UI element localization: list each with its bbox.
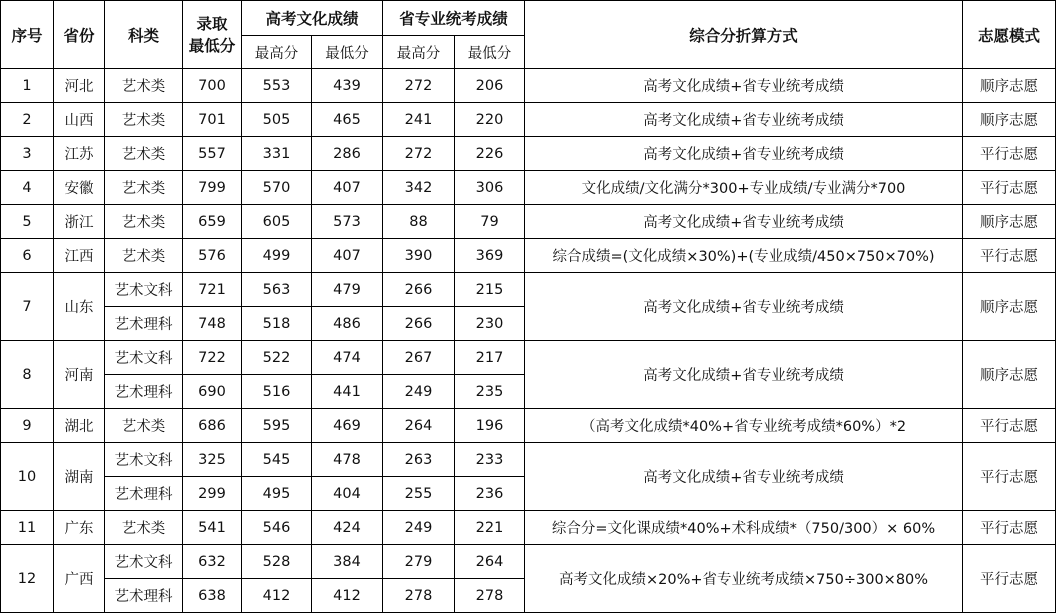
cell-category: 艺术文科 (105, 545, 183, 579)
cell-seq: 12 (1, 545, 54, 613)
cell-province: 山东 (54, 273, 105, 341)
table-row (1, 341, 1056, 375)
cell-formula: 综合成绩=(文化成绩×30%)+(专业成绩/450×750×70%) (525, 239, 963, 273)
cell-gaokao-min: 486 (312, 307, 383, 341)
cell-gaokao-max: 412 (242, 579, 312, 613)
cell-admit-min: 325 (183, 443, 242, 477)
cell-provincial-max: 263 (383, 443, 455, 477)
header-gaokao-min: 最低分 (312, 36, 383, 69)
cell-seq: 1 (1, 69, 54, 103)
cell-gaokao-min: 465 (312, 103, 383, 137)
cell-gaokao-min: 384 (312, 545, 383, 579)
cell-admit-min: 700 (183, 69, 242, 103)
cell-seq: 2 (1, 103, 54, 137)
cell-provincial-min: 369 (455, 239, 525, 273)
table-row (1, 409, 1056, 443)
cell-gaokao-min: 404 (312, 477, 383, 511)
cell-provincial-max: 390 (383, 239, 455, 273)
cell-gaokao-min: 469 (312, 409, 383, 443)
cell-provincial-max: 255 (383, 477, 455, 511)
cell-gaokao-max: 528 (242, 545, 312, 579)
header-seq: 序号 (1, 1, 54, 69)
cell-province: 广西 (54, 545, 105, 613)
cell-gaokao-max: 505 (242, 103, 312, 137)
cell-provincial-max: 278 (383, 579, 455, 613)
table-row (1, 205, 1056, 239)
cell-mode: 顺序志愿 (963, 205, 1056, 239)
cell-provincial-min: 221 (455, 511, 525, 545)
cell-seq: 10 (1, 443, 54, 511)
table-header (1, 1, 1056, 69)
table-row (1, 443, 1056, 477)
cell-category: 艺术理科 (105, 375, 183, 409)
cell-category: 艺术类 (105, 409, 183, 443)
header-provincial-min: 最低分 (455, 36, 525, 69)
cell-mode: 顺序志愿 (963, 273, 1056, 341)
cell-provincial-min: 233 (455, 443, 525, 477)
cell-gaokao-max: 595 (242, 409, 312, 443)
cell-admit-min: 748 (183, 307, 242, 341)
cell-category: 艺术类 (105, 171, 183, 205)
table-row (1, 511, 1056, 545)
cell-mode: 平行志愿 (963, 409, 1056, 443)
cell-admit-min: 576 (183, 239, 242, 273)
cell-gaokao-min: 424 (312, 511, 383, 545)
header-gaokao-max: 最高分 (242, 36, 312, 69)
cell-provincial-max: 264 (383, 409, 455, 443)
cell-provincial-max: 88 (383, 205, 455, 239)
cell-provincial-max: 249 (383, 511, 455, 545)
header-province: 省份 (54, 1, 105, 69)
cell-provincial-min: 206 (455, 69, 525, 103)
header-provincial-max: 最高分 (383, 36, 455, 69)
cell-category: 艺术类 (105, 103, 183, 137)
cell-provincial-max: 266 (383, 307, 455, 341)
cell-admit-min: 722 (183, 341, 242, 375)
cell-admit-min: 541 (183, 511, 242, 545)
cell-provincial-min: 220 (455, 103, 525, 137)
table-row (1, 69, 1056, 103)
cell-gaokao-min: 474 (312, 341, 383, 375)
cell-admit-min: 686 (183, 409, 242, 443)
cell-provincial-min: 226 (455, 137, 525, 171)
cell-mode: 平行志愿 (963, 511, 1056, 545)
cell-category: 艺术文科 (105, 443, 183, 477)
cell-formula: 高考文化成绩+省专业统考成绩 (525, 443, 963, 511)
header-admission-line1: 录取 (196, 14, 228, 33)
cell-gaokao-min: 441 (312, 375, 383, 409)
header-category: 科类 (105, 1, 183, 69)
cell-provincial-max: 272 (383, 69, 455, 103)
cell-formula: 高考文化成绩+省专业统考成绩 (525, 205, 963, 239)
cell-admit-min: 690 (183, 375, 242, 409)
cell-province: 江西 (54, 239, 105, 273)
table-row (1, 171, 1056, 205)
header-provincial-score: 省专业统考成绩 (383, 1, 525, 36)
cell-seq: 4 (1, 171, 54, 205)
cell-provincial-min: 236 (455, 477, 525, 511)
cell-gaokao-min: 412 (312, 579, 383, 613)
cell-province: 河北 (54, 69, 105, 103)
table-body (1, 69, 1056, 613)
cell-mode: 平行志愿 (963, 137, 1056, 171)
header-admission-line2: 最低分 (188, 36, 236, 55)
cell-category: 艺术理科 (105, 477, 183, 511)
cell-formula: （高考文化成绩*40%+省专业统考成绩*60%）*2 (525, 409, 963, 443)
cell-gaokao-min: 479 (312, 273, 383, 307)
cell-gaokao-max: 495 (242, 477, 312, 511)
cell-provincial-max: 279 (383, 545, 455, 579)
cell-admit-min: 659 (183, 205, 242, 239)
cell-gaokao-max: 563 (242, 273, 312, 307)
table-row (1, 137, 1056, 171)
cell-seq: 3 (1, 137, 54, 171)
cell-admit-min: 721 (183, 273, 242, 307)
cell-gaokao-max: 553 (242, 69, 312, 103)
cell-provincial-max: 241 (383, 103, 455, 137)
cell-admit-min: 299 (183, 477, 242, 511)
cell-gaokao-max: 518 (242, 307, 312, 341)
cell-admit-min: 557 (183, 137, 242, 171)
cell-formula: 高考文化成绩+省专业统考成绩 (525, 341, 963, 409)
cell-category: 艺术类 (105, 511, 183, 545)
cell-seq: 11 (1, 511, 54, 545)
cell-provincial-min: 230 (455, 307, 525, 341)
cell-admit-min: 632 (183, 545, 242, 579)
cell-provincial-min: 306 (455, 171, 525, 205)
cell-gaokao-min: 439 (312, 69, 383, 103)
cell-gaokao-min: 573 (312, 205, 383, 239)
cell-provincial-min: 278 (455, 579, 525, 613)
cell-admit-min: 701 (183, 103, 242, 137)
cell-category: 艺术文科 (105, 341, 183, 375)
table-row (1, 545, 1056, 579)
table-row (1, 103, 1056, 137)
cell-provincial-max: 272 (383, 137, 455, 171)
cell-gaokao-max: 605 (242, 205, 312, 239)
cell-gaokao-max: 331 (242, 137, 312, 171)
cell-provincial-min: 264 (455, 545, 525, 579)
cell-mode: 顺序志愿 (963, 341, 1056, 409)
cell-gaokao-max: 570 (242, 171, 312, 205)
header-formula: 综合分折算方式 (525, 1, 963, 69)
cell-seq: 6 (1, 239, 54, 273)
cell-provincial-max: 342 (383, 171, 455, 205)
cell-gaokao-min: 478 (312, 443, 383, 477)
table-row (1, 239, 1056, 273)
cell-formula: 高考文化成绩+省专业统考成绩 (525, 137, 963, 171)
cell-gaokao-max: 516 (242, 375, 312, 409)
cell-gaokao-max: 545 (242, 443, 312, 477)
cell-category: 艺术类 (105, 69, 183, 103)
cell-province: 浙江 (54, 205, 105, 239)
cell-province: 安徽 (54, 171, 105, 205)
cell-category: 艺术类 (105, 137, 183, 171)
cell-mode: 平行志愿 (963, 239, 1056, 273)
cell-gaokao-max: 522 (242, 341, 312, 375)
cell-province: 湖南 (54, 443, 105, 511)
cell-seq: 9 (1, 409, 54, 443)
cell-province: 江苏 (54, 137, 105, 171)
cell-mode: 平行志愿 (963, 545, 1056, 613)
cell-seq: 7 (1, 273, 54, 341)
cell-mode: 顺序志愿 (963, 103, 1056, 137)
cell-admit-min: 638 (183, 579, 242, 613)
header-gaokao-score: 高考文化成绩 (242, 1, 383, 36)
cell-formula: 高考文化成绩+省专业统考成绩 (525, 103, 963, 137)
cell-provincial-max: 266 (383, 273, 455, 307)
cell-formula: 综合分=文化课成绩*40%+术科成绩*（750/300）× 60% (525, 511, 963, 545)
cell-province: 河南 (54, 341, 105, 409)
cell-provincial-max: 267 (383, 341, 455, 375)
cell-provincial-min: 235 (455, 375, 525, 409)
cell-province: 湖北 (54, 409, 105, 443)
cell-province: 广东 (54, 511, 105, 545)
cell-formula: 高考文化成绩+省专业统考成绩 (525, 273, 963, 341)
table-row (1, 273, 1056, 307)
cell-mode: 平行志愿 (963, 443, 1056, 511)
cell-category: 艺术类 (105, 239, 183, 273)
cell-formula: 文化成绩/文化满分*300+专业成绩/专业满分*700 (525, 171, 963, 205)
cell-category: 艺术理科 (105, 579, 183, 613)
cell-gaokao-min: 286 (312, 137, 383, 171)
cell-provincial-min: 217 (455, 341, 525, 375)
cell-gaokao-min: 407 (312, 171, 383, 205)
header-mode: 志愿模式 (963, 1, 1056, 69)
cell-province: 山西 (54, 103, 105, 137)
cell-category: 艺术理科 (105, 307, 183, 341)
cell-formula: 高考文化成绩+省专业统考成绩 (525, 69, 963, 103)
cell-provincial-min: 196 (455, 409, 525, 443)
cell-category: 艺术类 (105, 205, 183, 239)
cell-admit-min: 799 (183, 171, 242, 205)
cell-gaokao-max: 546 (242, 511, 312, 545)
cell-gaokao-max: 499 (242, 239, 312, 273)
cell-provincial-min: 215 (455, 273, 525, 307)
cell-seq: 5 (1, 205, 54, 239)
cell-provincial-max: 249 (383, 375, 455, 409)
cell-mode: 顺序志愿 (963, 69, 1056, 103)
cell-seq: 8 (1, 341, 54, 409)
header-admission-min (183, 1, 242, 69)
cell-gaokao-min: 407 (312, 239, 383, 273)
cell-formula: 高考文化成绩×20%+省专业统考成绩×750÷300×80% (525, 545, 963, 613)
cell-provincial-min: 79 (455, 205, 525, 239)
cell-category: 艺术文科 (105, 273, 183, 307)
cell-mode: 平行志愿 (963, 171, 1056, 205)
